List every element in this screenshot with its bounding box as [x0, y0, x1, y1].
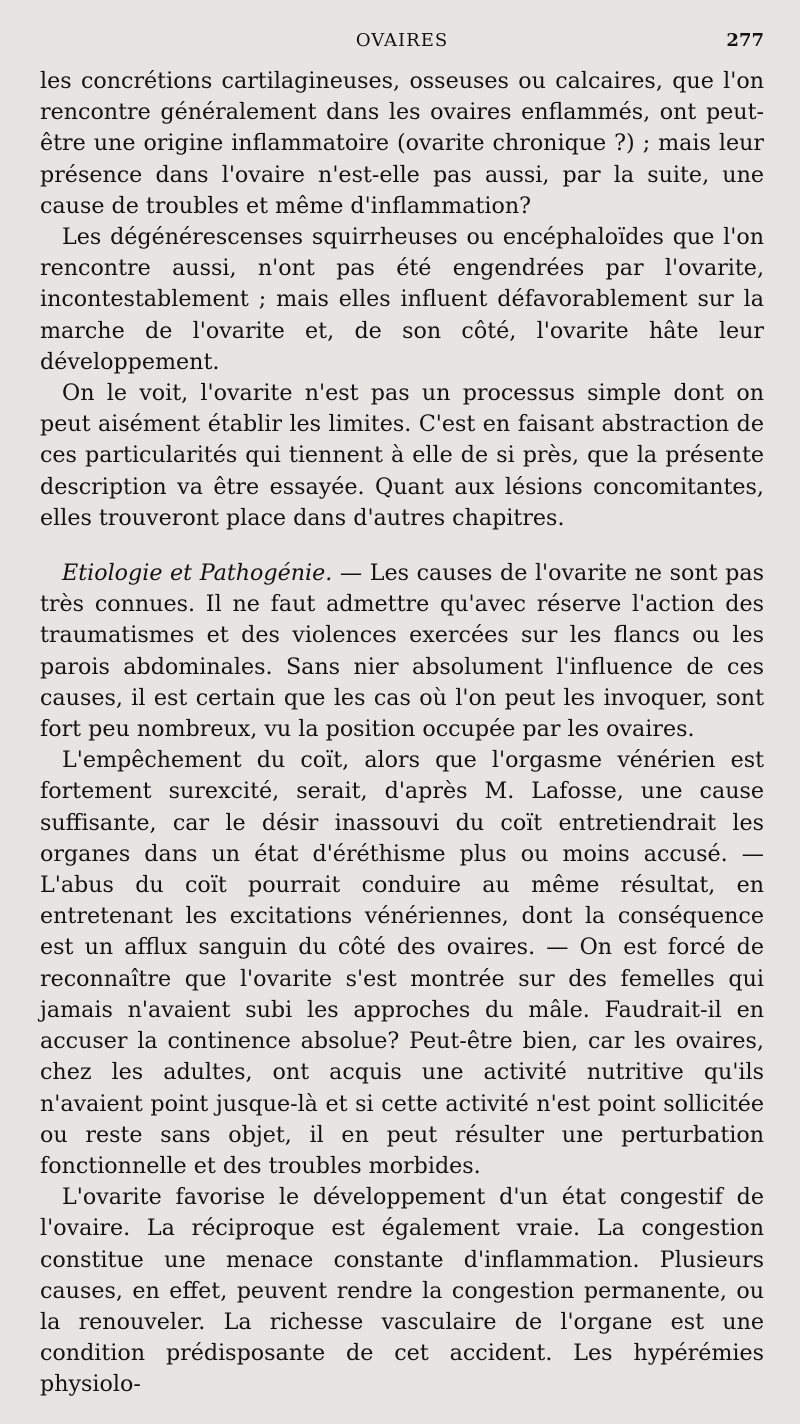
paragraph-2: Les dégénérescenses squirrheuses ou encéphaloïdes que l'on rencontre aussi, n'ont pas été engendrées par l'ovarite, incontestablement ; mais elles influent défavorablement sur la marche de l'ovarite et, de son côté, l'ovarite hâte leur développement. — [40, 224, 764, 375]
paragraph-6: L'ovarite favorise le développement d'un état congestif de l'ovaire. La réciproque est également vraie. La congestion constitue une menace constante d'inflammation. Plusieurs causes, en effet, peuvent rendre la congestion permanente, ou la renouveler. La richesse vasculaire de l'organe est une condition prédisposante de cet accident. Les hypérémies physiolo- — [40, 1184, 764, 1398]
paragraph-5: L'empêchement du coït, alors que l'orgasme vénérien est fortement surexcité, serait, d'après M. Lafosse, une cause suffisante, car le désir inassouvi du coït entretiendrait les organes dans un état d'éréthisme plus ou moins accusé. — L'abus du coït pourrait conduire au même résultat, en entretenant les excitations vénériennes, dont la conséquence est un afflux sanguin du côté des ovaires. — On est forcé de reconnaître que l'ovarite s'est montrée sur des femelles qui jamais n'avaient subi les approches du mâle. Faudrait-il en accuser la continence absolue? Peut-être bien, car les ovaires, chez les adultes, ont acquis une activité nutritive qu'ils n'avaient point jusque-là et si cette activité n'est point sollicitée ou reste sans objet, il en peut résulter une perturbation fonctionnelle et des troubles morbides. — [40, 747, 764, 1179]
section-intro-text: — Les causes de l'ovarite ne sont pas très connues. Il ne faut admettre qu'avec réserve l'action des traumatismes et des violences exercées sur les flancs ou les parois abdominales. Sans nier absolument l'influence de ces causes, il est certain que les cas où l'on peut les invoquer, sont fort peu nombreux, vu la position occupée par les ovaires. — [40, 560, 764, 743]
page-header — [40, 30, 764, 60]
section-spacer — [40, 534, 764, 558]
section-title: Etiologie et Pathogénie. — [62, 560, 333, 587]
section-intro-paragraph — [40, 558, 764, 745]
paragraph-3: On le voit, l'ovarite n'est pas un processus simple dont on peut aisément établir les limites. C'est en faisant abstraction de ces particularités qui tiennent à elle de si près, que la présente description va être essayée. Quant aux lésions concomitantes, elles trouveront place dans d'autres chapitres. — [40, 380, 764, 531]
running-head: OVAIRES — [355, 30, 449, 51]
paragraph-1: les concrétions cartilagineuses, osseuses ou calcaires, que l'on rencontre généralement dans les ovaires enflammés, ont peut-être une origine inflammatoire (ovarite chronique ?) ; mais leur présence dans l'ovaire n'est-elle pas aussi, par la suite, une cause de troubles et même d'inflammation? — [40, 68, 764, 219]
page-number: 277 — [726, 30, 764, 51]
body-text — [40, 66, 764, 1401]
